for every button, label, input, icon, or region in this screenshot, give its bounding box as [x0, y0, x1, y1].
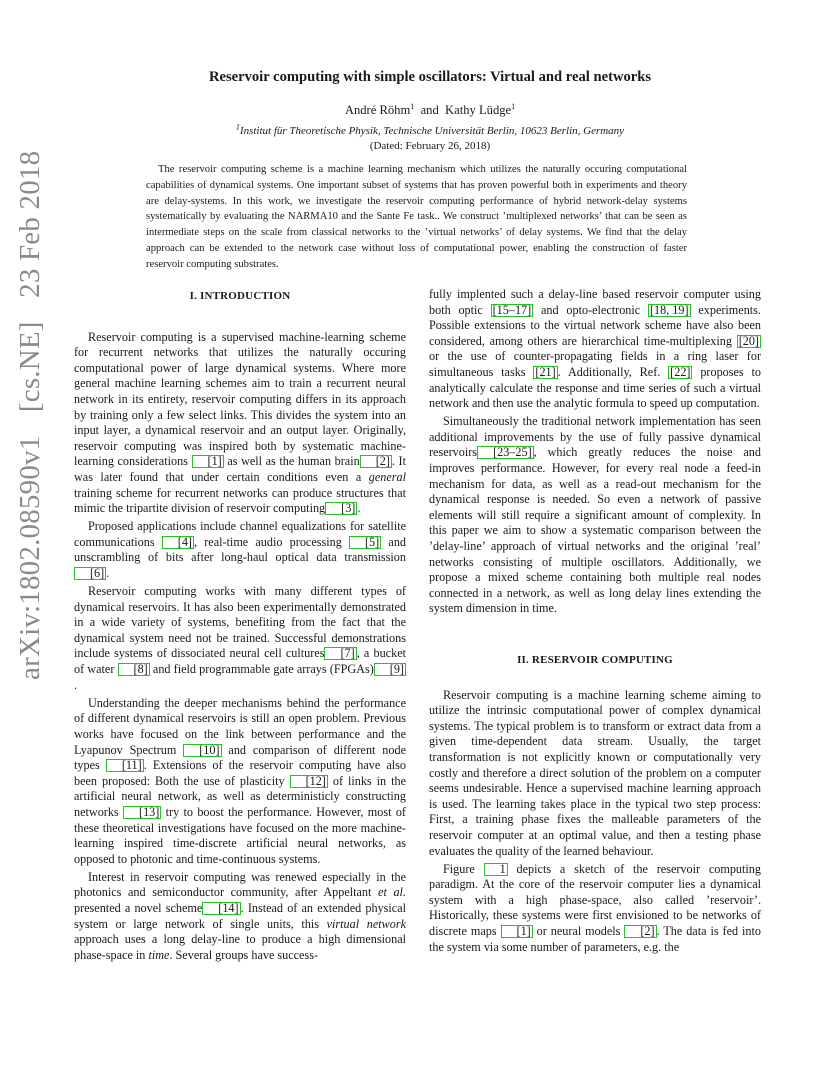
paragraph: Reservoir computing works with many different types of dynamical reservoirs. It has also been experimentally demonstrated in a wide variety of systems, benefiting from the fact that the dynamical system need not be trained. Successful demonstrations include systems of dissociated neural cell cultures [7] , a bucket of water [8] and field programmable gate arrays (FPGAs) [9].	[74, 584, 406, 692]
abstract: The reservoir computing scheme is a machine learning mechanism which utilizes the naturally occuring computational capabilities of dynamical systems. One important subset of systems that has proven powerful both in experiments and theory are delay-systems. In this work, we investigate the reservoir computing performance of hybrid network-delay systems systematically by evaluating the NARMA10 and the Sante Fe task.. We construct ’multiplexed networks’ that can be seen as intermediate steps on the scale from classical networks to the ’virtual networks’ of delay systems. We find that the delay approach can be extended to the network case without loss of computational power, enabling the construction of faster reservoir computing substrates.	[146, 164, 687, 270]
citation-link[interactable]: [6]	[74, 567, 106, 580]
citation-link[interactable]: [13]	[123, 806, 161, 819]
citation-link[interactable]: [12]	[290, 775, 328, 788]
citation-link[interactable]: [11]	[106, 759, 144, 772]
dated-line: (Dated: February 26, 2018)	[369, 140, 491, 152]
arxiv-watermark	[8, 150, 52, 680]
author-affiliation-mark: 1	[410, 101, 415, 111]
paper-title: Reservoir computing with simple oscillators: Virtual and real networks	[208, 69, 652, 85]
citation-link[interactable]: [14]	[202, 902, 240, 915]
paragraph: Figure 1 depicts a sketch of the reservoir computing paradigm. At the core of the reservoir computer lies a dynamical system with a high phase-space, also called ’reservoir’. Historically, these systems were first envisioned to be networks of discrete maps [1] or neural models [2] . The data is fed into the system via some number of parameters, e.g. the	[429, 861, 761, 954]
author-name: Kathy Lüdge	[445, 103, 512, 117]
arxiv-id[interactable]: arXiv:1802.08590v1	[14, 435, 46, 680]
author-name: André Röhm	[344, 103, 411, 117]
citation-link[interactable]: [15–17]	[492, 302, 532, 317]
citation-link[interactable]: [20]	[738, 333, 759, 348]
citation-link[interactable]: [21]	[535, 364, 556, 379]
right-column	[429, 287, 761, 958]
citation-link[interactable]: [2]	[360, 455, 392, 468]
paragraph: Reservoir computing is a machine learning scheme aiming to utilize the intrinsic computational power of complex dynamical systems. The typical problem is to transform or extract data from a given time-dependent data stream. Usually, the target transformation is not explicitly known or computationally very costly and therefore a direct solution of the problem on a computer seems undesirable. Hence a supervised machine learning approach is used. The learning takes place in the typical two step process: First, a training phase fixes the malleable parameters of the reservoir computer at an optimal value, and then a testing phase evaluates the quality of the learned behaviour.	[429, 687, 761, 858]
affiliation	[90, 122, 770, 137]
section-heading-reservoir-computing: II. RESERVOIR COMPUTING	[517, 653, 673, 666]
affiliation-mark: 1	[235, 122, 240, 132]
citation-link[interactable]: [1]	[192, 455, 224, 468]
author-conjunction: and	[420, 103, 439, 117]
paragraph: Proposed applications include channel equalizations for satellite communications [4] , real-time audio processing [5] and unscrambling of bits after long-haul optical data transmission [6] .	[74, 519, 407, 580]
section-heading-introduction: I. INTRODUCTION	[189, 290, 291, 302]
citation-link[interactable]: [8]	[118, 663, 150, 676]
paragraph: Reservoir computing is a supervised machine-learning scheme for recurrent networks that utilizes the naturally occuring computational power of large dynamical systems. Where more general machine learning schemes aim to train a recurrent neural network in its entirety, reservoir computing differs in its approach by training only a few select links. This divides the system into an input layer, a dynamical reservoir and an output layer. Originally, reservoir computing was inspired both by systematic machine-learning considerations [1] as well as the human brain [2] . It was later found that under certain conditions even a general training scheme for recurrent networks can produce structures that mimic the tripartite division of reservoir computing [3] .	[74, 329, 406, 516]
paragraph: Understanding the deeper mechanisms behind the performance of different dynamical reservoirs is still an open problem. Previous works have focused on the link between performance and the Lyapunov Spectrum [10] and comparison of different node types [11] . Extensions of the reservoir computing have also been proposed: Both the use of plasticity [12] of links in the artificial neural network, as well as deterministicly constructing networks [13] try to boost the performance. However, most of these theoretical investigations have focused on the more machine-learning inspired time-discrete artificial neural networks, as opposed to photonic and time-continuous systems.	[74, 695, 407, 866]
citation-link[interactable]: [9]	[374, 663, 406, 676]
citation-link[interactable]: [3]	[325, 502, 357, 515]
paragraph: Interest in reservoir computing was renewed especially in the photonics and semiconductor community, after Appeltant et al. presented a novel scheme [14] . Instead of an extended physical system or large network of single units, this virtual network approach uses a long delay-line to produce a high dimensional phase-space in time. Several groups have success-	[74, 869, 407, 962]
citation-link[interactable]: [23–25]	[477, 446, 534, 459]
citation-link[interactable]: [18, 19]	[649, 302, 689, 317]
author-line	[90, 103, 770, 118]
arxiv-category: [cs.NE]	[14, 321, 46, 413]
citation-link[interactable]: [2]	[624, 925, 656, 938]
citation-link[interactable]: [10]	[183, 744, 221, 757]
figure-link[interactable]: 1	[484, 863, 508, 876]
arxiv-date: 23 Feb 2018	[14, 150, 46, 298]
affiliation-text: Institut für Theoretische Physik, Technische Universität Berlin, 10623 Berlin, Germany	[239, 125, 625, 137]
citation-link[interactable]: [22]	[670, 364, 691, 379]
paragraph: fully implented such a delay-line based reservoir computer using both optic [15–17] and opto-electronic [18, 19] experiments. Possible extensions to the virtual network scheme have also been considered, among others are hierarchical time-multiplexing [20] or the use of counter-propagating fields in a ring laser for simultaneous tasks [21] . Additionally, Ref. [22] proposes to analytically calculate the response and time series of such a virtual network and then use the analytic formula to speed up computation.	[429, 287, 761, 411]
citation-link[interactable]: [5]	[349, 536, 381, 549]
paragraph: Simultaneously the traditional network implementation has seen additional improvements by the use of fully passive dynamical reservoirs [23–25] , which greatly reduces the noise and improves performance. However, for every real node a feed-in mechanism for data, as well as a read-out mechanism for the dynamical response is needed. So even a network of passive elements will still require a significant amount of complexity. In this paper we aim to show a systematic comparison between the ’delay-line’ approach of virtual networks and the original ’real’ networks consisting of multiple oscillators. Additionally, we propose a mixed scheme containing both multiple real nodes connected in a network, as well as long delay lines extending the system dimension in time.	[429, 414, 761, 616]
citation-link[interactable]: [4]	[162, 536, 194, 549]
author-affiliation-mark: 1	[511, 101, 516, 111]
citation-link[interactable]: [7]	[324, 647, 356, 660]
left-column	[74, 287, 406, 966]
citation-link[interactable]: [1]	[501, 925, 533, 938]
